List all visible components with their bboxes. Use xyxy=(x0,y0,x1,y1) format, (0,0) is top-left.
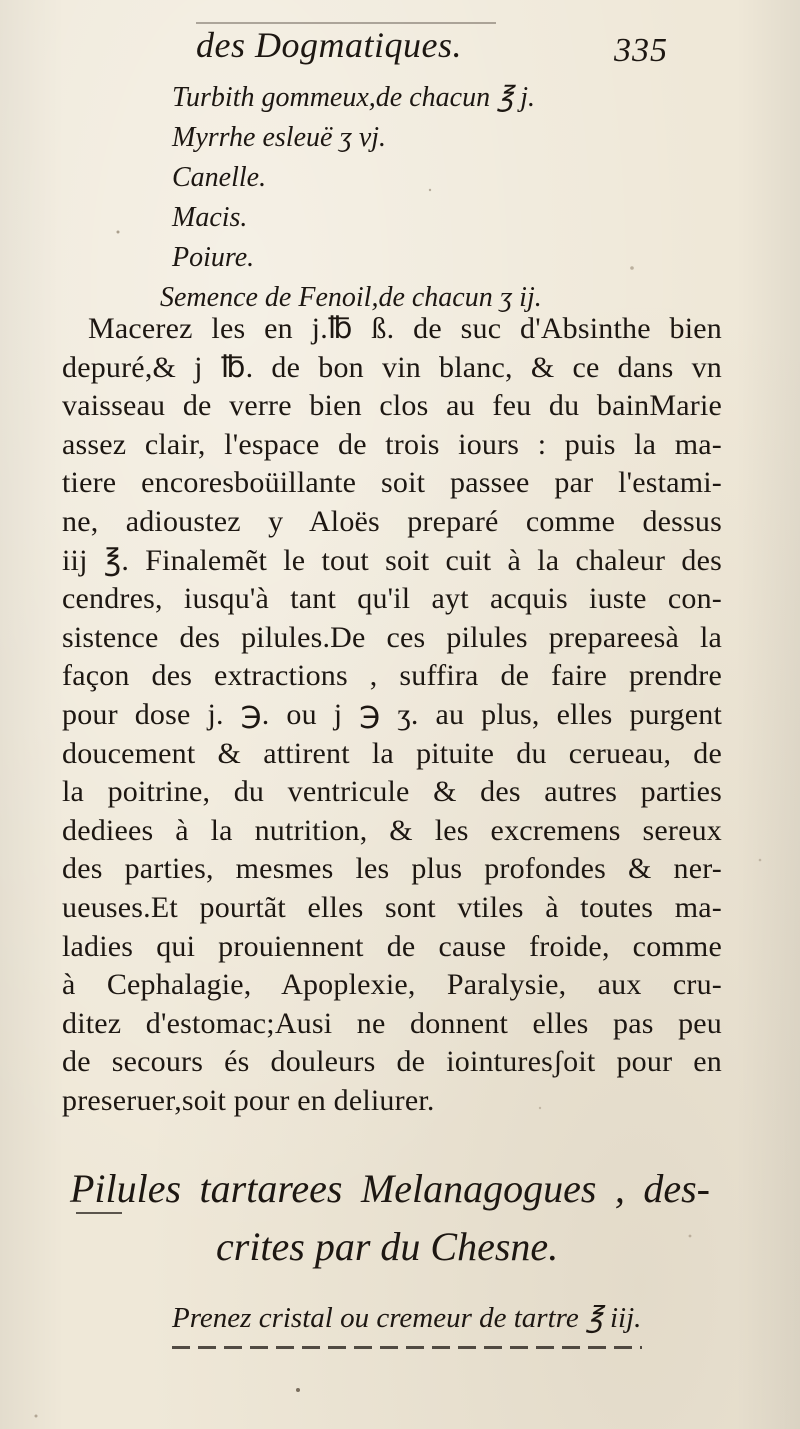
body-line: depuré,& j ℔. de bon vin blanc, & ce dans vn xyxy=(62,350,722,384)
body-line: des parties, mesmes les plus profondes & ner- xyxy=(62,852,722,886)
body-line: iij ℥. Finalemẽt le tout soit cuit à la chaleur des xyxy=(62,543,722,577)
page-number: 335 xyxy=(614,32,668,69)
section-heading-line: Pilules tartarees Melanagogues , des- xyxy=(70,1166,710,1211)
body-line: ladies qui prouiennent de cause froide, comme xyxy=(62,929,722,963)
body-line: la poitrine, du ventricule & des autres parties xyxy=(62,775,722,809)
body-line: sistence des pilules.De ces pilules prepareesà la xyxy=(62,620,722,654)
body-line: dediees à la nutrition, & les excremens sereux xyxy=(62,813,722,847)
ingredient-line: Turbith gommeux,de chacun ℥ j. xyxy=(172,82,536,113)
body-line: cendres, iusqu'à tant qu'il ayt acquis iuste con- xyxy=(62,582,722,616)
ingredient-line: Macis. xyxy=(172,202,248,233)
heading-underline xyxy=(76,1212,122,1214)
body-line: pour dose j. ℈. ou j ℈ ʒ. au plus, elles purgent xyxy=(62,697,722,731)
body-line: façon des extractions , suffira de faire prendre xyxy=(62,659,722,693)
ingredient-line: Myrrhe esleuë ʒ vj. xyxy=(172,122,387,153)
ingredient-line: Canelle. xyxy=(172,162,267,193)
body-line: assez clair, l'espace de trois iours : puis la ma- xyxy=(62,427,722,461)
ingredient-line: Semence de Fenoil,de chacun ʒ ij. xyxy=(160,282,542,313)
body-line: ditez d'estomac;Ausi ne donnent elles pas peu xyxy=(62,1006,722,1040)
underline-rule xyxy=(172,1346,642,1349)
section-heading xyxy=(70,1160,710,1276)
body-line: de secours és douleurs de iointuresʃoit pour en xyxy=(62,1045,722,1079)
body-line: Macerez les en j.℔ ß. de suc d'Absinthe bien xyxy=(88,312,722,345)
body-line: doucement & attirent la pituite du cerueau, de xyxy=(62,736,722,770)
body-line: ueuses.Et pourtãt elles sont vtiles à toutes ma- xyxy=(62,890,722,924)
body-line: vaisseau de verre bien clos au feu du bainMarie xyxy=(62,389,722,423)
recipe-first-line: Prenez cristal ou cremeur de tartre ℥ iij. xyxy=(172,1302,642,1334)
ingredient-line: Poiure. xyxy=(172,242,255,273)
body-line: ne, adioustez y Aloës preparé comme dessus xyxy=(62,504,722,538)
running-head-title: des Dogmatiques. xyxy=(196,25,462,65)
ingredient-list xyxy=(150,78,670,318)
body-paragraph xyxy=(62,310,722,1120)
body-line: tiere encoresboüillante soit passee par l'estami- xyxy=(62,466,722,500)
running-head xyxy=(0,14,800,74)
body-line: à Cephalagie, Apoplexie, Paralysie, aux cru- xyxy=(62,968,722,1002)
body-line: preseruer,soit pour en deliurer. xyxy=(62,1083,435,1117)
section-heading-line: crites par du Chesne. xyxy=(216,1224,559,1269)
